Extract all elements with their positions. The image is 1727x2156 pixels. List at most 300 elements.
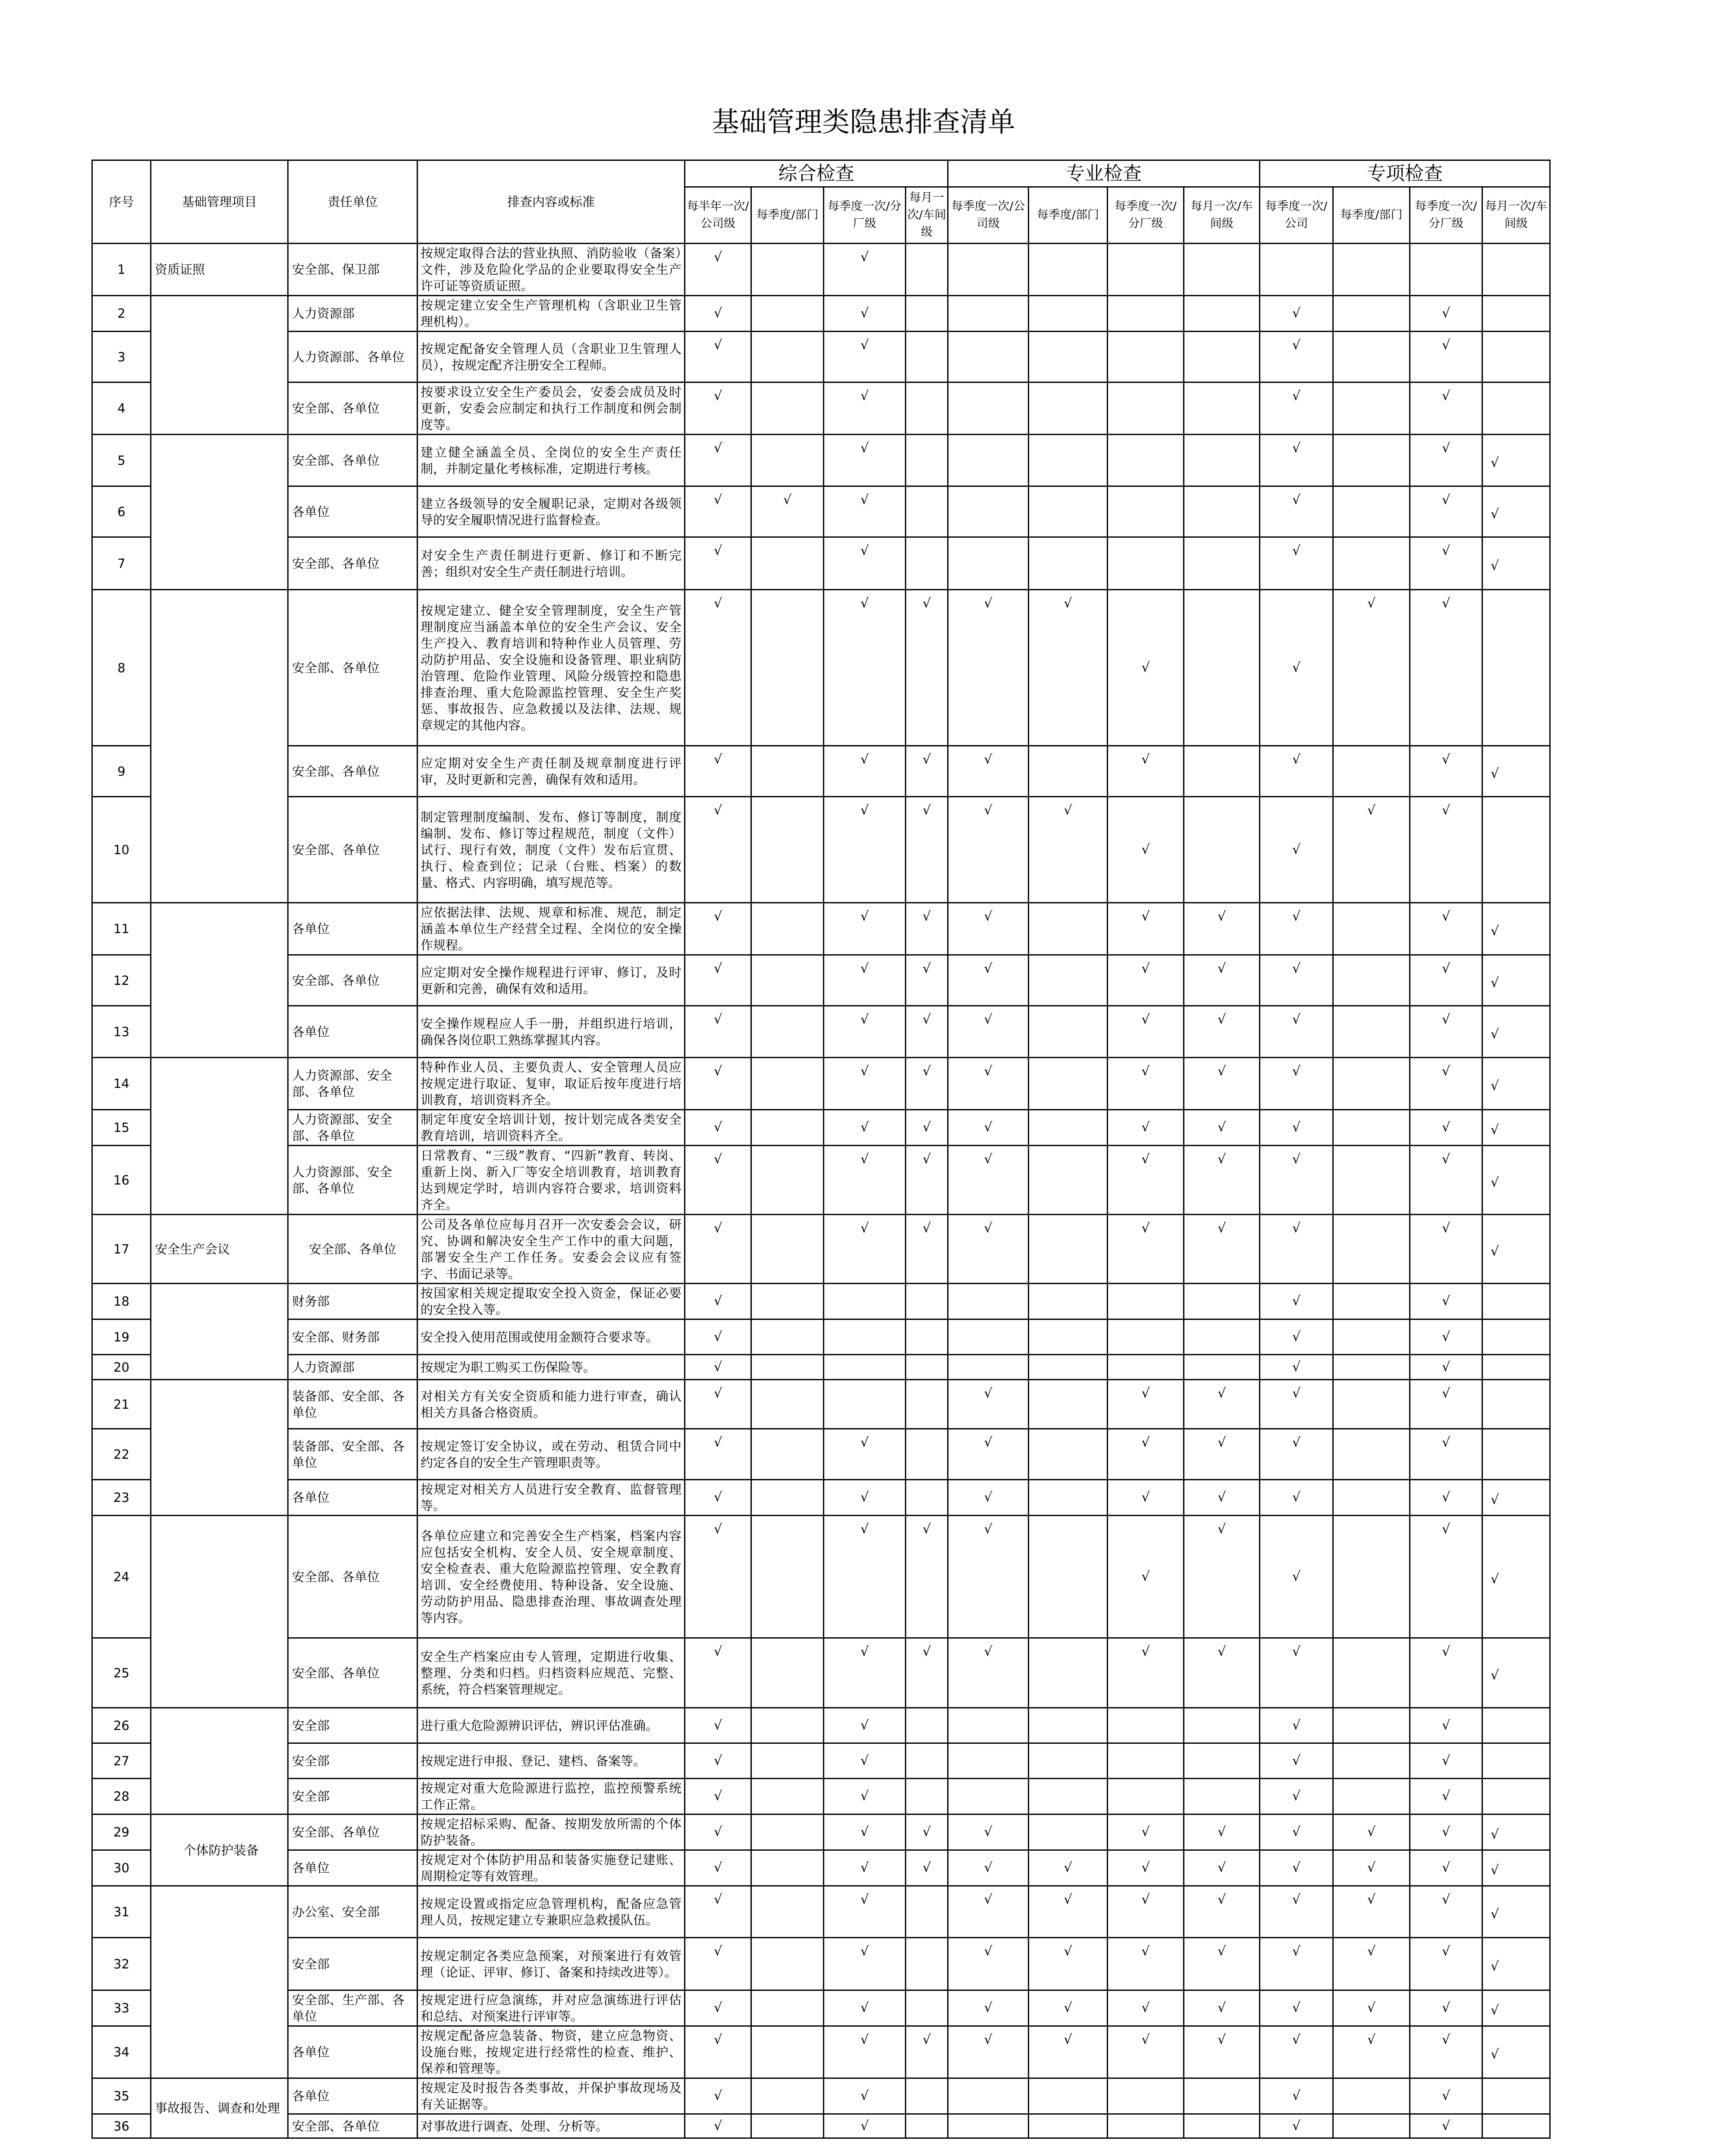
check-cell	[948, 903, 1029, 955]
inspection-content: 各单位应建立和完善安全生产档案，档案内容应包括安全机构、安全人员、安全规章制度、安全检查表、重大危险源监控管理、安全教育培训、安全经费使用、特种设备、安全设施、劳动防护用品、隐患排查治理、事故调查处理等内容。	[418, 1516, 685, 1638]
header-group-professional: 专业检查	[948, 160, 1260, 187]
check-cell	[751, 2114, 824, 2138]
check-cell	[824, 1355, 906, 1380]
check-cell	[906, 590, 948, 746]
row-number: 20	[92, 1355, 151, 1380]
check-cell	[1410, 2078, 1482, 2114]
check-cell	[1410, 955, 1482, 1006]
check-cell	[685, 486, 751, 537]
inspection-content: 按规定签订安全协议，或在劳动、租赁合同中约定各自的安全生产管理职责等。	[418, 1429, 685, 1480]
check-cell	[1260, 1814, 1333, 1850]
check-mark: √	[783, 492, 792, 508]
table-row	[92, 1380, 1550, 1429]
check-cell	[948, 537, 1029, 590]
check-cell	[1260, 1355, 1333, 1380]
check-mark: √	[922, 1644, 931, 1659]
check-cell	[1482, 1938, 1550, 1990]
check-cell	[1029, 1743, 1108, 1779]
check-cell	[1260, 1319, 1333, 1355]
check-cell	[1410, 590, 1482, 746]
check-cell	[685, 590, 751, 746]
check-mark: √	[713, 1386, 722, 1401]
check-mark: √	[1217, 1860, 1226, 1875]
check-mark: √	[1367, 1860, 1376, 1875]
check-cell	[824, 1058, 906, 1110]
check-cell	[1108, 1380, 1184, 1429]
check-mark: √	[1292, 660, 1301, 675]
responsible-unit: 各单位	[288, 1006, 418, 1058]
check-cell	[1184, 1708, 1260, 1743]
check-cell	[1029, 590, 1108, 746]
check-mark: √	[860, 338, 869, 353]
check-mark: √	[860, 1753, 869, 1768]
check-mark: √	[1217, 1435, 1226, 1450]
check-mark: √	[1217, 1152, 1226, 1167]
check-mark: √	[713, 961, 722, 976]
check-cell	[751, 1215, 824, 1284]
check-mark: √	[1367, 1944, 1376, 1959]
check-cell	[1482, 2078, 1550, 2114]
check-cell	[685, 2026, 751, 2078]
check-cell	[1482, 1779, 1550, 1814]
check-cell	[685, 296, 751, 332]
check-mark: √	[1491, 1492, 1499, 1507]
check-mark: √	[1217, 1221, 1226, 1236]
check-mark: √	[984, 1152, 992, 1167]
check-cell	[1260, 1110, 1333, 1146]
check-cell	[685, 2078, 751, 2114]
check-cell	[1108, 797, 1184, 903]
check-cell	[1029, 1284, 1108, 1319]
check-cell	[824, 1708, 906, 1743]
inspection-content: 制定年度安全培训计划，按计划完成各类安全教育培训，培训资料齐全。	[418, 1110, 685, 1146]
check-cell	[1482, 1006, 1550, 1058]
check-cell	[1482, 332, 1550, 382]
check-cell	[1482, 296, 1550, 332]
management-item	[151, 435, 288, 590]
check-cell	[1482, 1886, 1550, 1938]
check-cell	[1482, 1990, 1550, 2026]
responsible-unit: 安全部、财务部	[288, 1319, 418, 1355]
header-item: 基础管理项目	[151, 160, 288, 244]
row-number: 10	[92, 797, 151, 903]
check-mark: √	[860, 752, 869, 767]
check-cell	[906, 332, 948, 382]
check-cell	[1184, 1146, 1260, 1215]
check-cell	[1260, 486, 1333, 537]
check-cell	[1029, 2114, 1108, 2138]
check-mark: √	[1367, 2000, 1376, 2015]
table-row	[92, 1284, 1550, 1319]
check-cell	[1260, 1006, 1333, 1058]
check-mark: √	[984, 1892, 992, 1907]
responsible-unit: 安全部	[288, 1779, 418, 1814]
check-cell	[1108, 2078, 1184, 2114]
check-cell	[824, 1429, 906, 1480]
check-cell	[1029, 2026, 1108, 2078]
check-cell	[824, 332, 906, 382]
check-mark: √	[1441, 1892, 1451, 1907]
check-cell	[948, 1429, 1029, 1480]
check-mark: √	[922, 596, 931, 611]
check-cell	[1029, 244, 1108, 296]
check-cell	[948, 2026, 1029, 2078]
check-cell	[906, 955, 948, 1006]
check-cell	[948, 1814, 1029, 1850]
check-cell	[1333, 1480, 1410, 1516]
check-cell	[948, 1380, 1029, 1429]
check-mark: √	[922, 1012, 931, 1027]
row-number: 33	[92, 1990, 151, 2026]
check-mark: √	[713, 389, 722, 404]
check-cell	[824, 590, 906, 746]
header-group-comprehensive: 综合检查	[685, 160, 948, 187]
check-cell	[1260, 1429, 1333, 1480]
check-cell	[1410, 486, 1482, 537]
check-mark: √	[1292, 1490, 1301, 1505]
inspection-content: 按规定制定各类应急预案，对预案进行有效管理（论证、评审、修订、备案和持续改进等）。	[418, 1938, 685, 1990]
check-cell	[1410, 1215, 1482, 1284]
check-cell	[948, 1146, 1029, 1215]
check-mark: √	[1141, 1152, 1150, 1167]
check-mark: √	[1441, 1717, 1451, 1733]
check-mark: √	[1441, 909, 1451, 924]
check-cell	[685, 1814, 751, 1850]
check-cell	[1029, 1886, 1108, 1938]
check-cell	[824, 1779, 906, 1814]
check-mark: √	[1141, 1435, 1150, 1450]
check-cell	[948, 2114, 1029, 2138]
check-cell	[1482, 903, 1550, 955]
check-cell	[1333, 1779, 1410, 1814]
responsible-unit: 安全部、各单位	[288, 2114, 418, 2138]
check-mark: √	[1441, 543, 1451, 558]
responsible-unit: 各单位	[288, 2026, 418, 2078]
check-cell	[824, 537, 906, 590]
check-mark: √	[713, 1435, 722, 1450]
inspection-content: 进行重大危险源辨识评估，辨识评估准确。	[418, 1708, 685, 1743]
check-mark: √	[1141, 660, 1150, 675]
check-mark: √	[922, 1522, 931, 1537]
check-mark: √	[984, 1824, 992, 1839]
check-mark: √	[860, 1789, 869, 1804]
check-cell	[1410, 1850, 1482, 1886]
check-cell	[1184, 296, 1260, 332]
inspection-content: 按规定对相关方人员进行安全教育、监督管理等。	[418, 1480, 685, 1516]
check-cell	[685, 903, 751, 955]
inspection-content: 按规定设置或指定应急管理机构，配备应急管理人员，按规定建立专兼职应急救援队伍。	[418, 1886, 685, 1938]
check-mark: √	[984, 752, 992, 767]
check-cell	[685, 1319, 751, 1355]
check-mark: √	[1141, 842, 1150, 857]
check-cell	[948, 1319, 1029, 1355]
check-cell	[1333, 1516, 1410, 1638]
check-mark: √	[713, 1012, 722, 1027]
check-mark: √	[1141, 2032, 1150, 2047]
check-cell	[824, 1319, 906, 1355]
check-mark: √	[713, 2032, 722, 2047]
check-mark: √	[1441, 1386, 1451, 1401]
check-mark: √	[860, 2118, 869, 2134]
check-cell	[1029, 1779, 1108, 1814]
check-mark: √	[1441, 1490, 1451, 1505]
responsible-unit: 人力资源部、安全部、各单位	[288, 1146, 418, 1215]
row-number: 15	[92, 1110, 151, 1146]
check-cell	[1184, 1516, 1260, 1638]
check-cell	[1333, 1058, 1410, 1110]
check-cell	[1184, 1355, 1260, 1380]
check-cell	[824, 382, 906, 435]
check-cell	[1333, 1850, 1410, 1886]
check-cell	[751, 1708, 824, 1743]
check-mark: √	[860, 2000, 869, 2015]
check-cell	[751, 244, 824, 296]
check-cell	[1482, 797, 1550, 903]
check-cell	[751, 1355, 824, 1380]
check-cell	[1260, 1284, 1333, 1319]
check-cell	[1029, 1708, 1108, 1743]
check-mark: √	[1367, 596, 1376, 611]
check-mark: √	[860, 1064, 869, 1079]
check-cell	[906, 1355, 948, 1380]
check-cell	[906, 537, 948, 590]
row-number: 31	[92, 1886, 151, 1938]
check-cell	[1029, 1006, 1108, 1058]
check-cell	[685, 1990, 751, 2026]
check-cell	[1482, 1743, 1550, 1779]
row-number: 7	[92, 537, 151, 590]
check-mark: √	[1441, 1944, 1451, 1959]
check-cell	[1029, 955, 1108, 1006]
check-mark: √	[860, 1824, 869, 1839]
check-mark: √	[1441, 596, 1451, 611]
check-cell	[1260, 1886, 1333, 1938]
check-cell	[751, 1146, 824, 1215]
check-cell	[824, 1638, 906, 1708]
check-mark: √	[1064, 596, 1072, 611]
check-mark: √	[1367, 1892, 1376, 1907]
check-mark: √	[1141, 1644, 1150, 1659]
check-mark: √	[860, 1435, 869, 1450]
check-mark: √	[1217, 1386, 1226, 1401]
check-cell	[1108, 2114, 1184, 2138]
inspection-content: 对相关方有关安全资质和能力进行审查，确认相关方具备合格资质。	[418, 1380, 685, 1429]
check-mark: √	[1491, 1906, 1499, 1922]
check-cell	[1260, 2078, 1333, 2114]
check-cell	[1482, 1215, 1550, 1284]
check-mark: √	[1292, 752, 1301, 767]
check-cell	[751, 2026, 824, 2078]
check-cell	[1333, 1708, 1410, 1743]
check-cell	[1029, 1319, 1108, 1355]
check-cell	[1260, 1146, 1333, 1215]
check-cell	[1029, 296, 1108, 332]
check-cell	[1184, 2114, 1260, 2138]
management-item	[151, 1516, 288, 1708]
check-cell	[1482, 1284, 1550, 1319]
table-row	[92, 1355, 1550, 1380]
check-cell	[1333, 332, 1410, 382]
check-cell	[824, 1006, 906, 1058]
inspection-content: 按规定建立、健全安全管理制度，安全生产管理制度应当涵盖本单位的安全生产会议、安全生产投入、教育培训和特种作业人员管理、劳动防护用品、安全设施和设备管理、职业病防治管理、危险作业管理、风险分级管控和隐患排查治理、重大危险源监控管理、安全生产奖惩、事故报告、应急救援以及法律、法规、规章规定的其他内容。	[418, 590, 685, 746]
check-cell	[1410, 1110, 1482, 1146]
check-cell	[906, 1708, 948, 1743]
management-item	[151, 1284, 288, 1380]
table-row	[92, 2114, 1550, 2138]
management-item	[151, 590, 288, 903]
check-cell	[751, 1850, 824, 1886]
check-cell	[1482, 1319, 1550, 1355]
check-cell	[1108, 1058, 1184, 1110]
check-cell	[948, 486, 1029, 537]
check-cell	[1108, 296, 1184, 332]
check-cell	[1108, 590, 1184, 746]
check-cell	[685, 1355, 751, 1380]
table-row	[92, 244, 1550, 296]
check-cell	[1184, 797, 1260, 903]
check-cell	[1410, 797, 1482, 903]
table-row	[92, 1429, 1550, 1480]
check-cell	[1029, 332, 1108, 382]
check-mark: √	[922, 803, 931, 818]
check-cell	[1260, 1850, 1333, 1886]
responsible-unit: 安全部、各单位	[288, 537, 418, 590]
check-cell	[1108, 382, 1184, 435]
check-mark: √	[860, 1120, 869, 1135]
check-mark: √	[922, 1064, 931, 1079]
check-cell	[1482, 435, 1550, 486]
check-mark: √	[1441, 1120, 1451, 1135]
check-cell	[751, 2078, 824, 2114]
check-mark: √	[713, 1824, 722, 1839]
management-item	[151, 1380, 288, 1516]
check-cell	[1260, 1516, 1333, 1638]
responsible-unit: 财务部	[288, 1284, 418, 1319]
responsible-unit: 安全部	[288, 1938, 418, 1990]
check-mark: √	[1292, 1012, 1301, 1027]
sub-quarter-branch: 每季度一次/分厂级	[824, 187, 906, 244]
check-mark: √	[1441, 389, 1451, 404]
inspection-content: 日常教育、“三级”教育、“四新”教育、转岗、重新上岗、新入厂等安全培训教育，培训教育达到规定学时，培训内容符合要求，培训资料齐全。	[418, 1146, 685, 1215]
check-cell	[1029, 2078, 1108, 2114]
check-cell	[1108, 435, 1184, 486]
check-cell	[1260, 1990, 1333, 2026]
check-cell	[751, 797, 824, 903]
sub-quarter-dept: 每季度/部门	[751, 187, 824, 244]
check-mark: √	[1441, 1753, 1451, 1768]
check-cell	[1260, 1638, 1333, 1708]
checklist-table	[91, 160, 1551, 2139]
check-cell	[1108, 955, 1184, 1006]
check-cell	[1410, 903, 1482, 955]
check-mark: √	[1441, 306, 1451, 321]
check-mark: √	[713, 1064, 722, 1079]
check-cell	[1260, 746, 1333, 797]
check-cell	[906, 1743, 948, 1779]
inspection-content: 按规定招标采购、配备、按期发放所需的个体防护装备。	[418, 1814, 685, 1850]
header-unit: 责任单位	[288, 160, 418, 244]
inspection-content: 制定管理制度编制、发布、修订等制度，制度编制、发布、修订等过程规范，制度（文件）试行、现行有效，制度（文件）发布后宣贯、执行、检查到位；记录（台账、档案）的数量、格式、内容明确，填写规范等。	[418, 797, 685, 903]
check-mark: √	[1217, 1064, 1226, 1079]
check-mark: √	[1292, 2032, 1301, 2047]
check-cell	[1482, 2026, 1550, 2078]
table-row	[92, 590, 1550, 746]
check-mark: √	[922, 1824, 931, 1839]
row-number: 35	[92, 2078, 151, 2114]
check-mark: √	[713, 543, 722, 558]
check-mark: √	[1141, 1824, 1150, 1839]
check-mark: √	[1141, 2000, 1150, 2015]
check-cell	[1260, 2114, 1333, 2138]
check-mark: √	[1292, 2118, 1301, 2134]
check-cell	[1029, 1110, 1108, 1146]
check-mark: √	[1441, 2088, 1451, 2103]
check-mark: √	[1292, 1329, 1301, 1344]
check-mark: √	[984, 1644, 992, 1659]
check-cell	[751, 1743, 824, 1779]
check-mark: √	[713, 1294, 722, 1309]
check-cell	[1184, 1638, 1260, 1708]
check-cell	[906, 296, 948, 332]
check-cell	[1260, 382, 1333, 435]
check-cell	[1410, 1319, 1482, 1355]
table-row	[92, 435, 1550, 486]
check-cell	[1184, 746, 1260, 797]
check-mark: √	[1217, 1824, 1226, 1839]
check-cell	[1108, 1146, 1184, 1215]
inspection-content: 应定期对安全生产责任制及规章制度进行评审，及时更新和完善，确保有效和适用。	[418, 746, 685, 797]
check-cell	[824, 1743, 906, 1779]
check-cell	[948, 1938, 1029, 1990]
row-number: 18	[92, 1284, 151, 1319]
check-mark: √	[1292, 1386, 1301, 1401]
inspection-content: 特种作业人员、主要负责人、安全管理人员应按规定进行取证、复审，取证后按年度进行培训教育，培训资料齐全。	[418, 1058, 685, 1110]
inspection-content: 安全生产档案应由专人管理，定期进行收集、整理、分类和归档。归档资料应规范、完整、系统，符合档案管理规定。	[418, 1638, 685, 1708]
check-cell	[1029, 1938, 1108, 1990]
check-cell	[1184, 1319, 1260, 1355]
check-cell	[906, 2026, 948, 2078]
check-cell	[685, 1516, 751, 1638]
check-cell	[1333, 1380, 1410, 1429]
check-mark: √	[713, 1753, 722, 1768]
check-cell	[1482, 1146, 1550, 1215]
check-cell	[824, 435, 906, 486]
check-cell	[1184, 244, 1260, 296]
check-cell	[1482, 486, 1550, 537]
responsible-unit: 安全部、各单位	[288, 435, 418, 486]
check-cell	[1410, 1429, 1482, 1480]
check-cell	[1184, 537, 1260, 590]
responsible-unit: 安全部	[288, 1708, 418, 1743]
check-mark: √	[1217, 1120, 1226, 1135]
check-mark: √	[1292, 543, 1301, 558]
check-mark: √	[860, 1644, 869, 1659]
check-mark: √	[1217, 1490, 1226, 1505]
check-mark: √	[1141, 1064, 1150, 1079]
check-mark: √	[1141, 1490, 1150, 1505]
check-mark: √	[860, 306, 869, 321]
check-cell	[685, 435, 751, 486]
check-cell	[751, 1284, 824, 1319]
row-number: 29	[92, 1814, 151, 1850]
check-mark: √	[1491, 2003, 1499, 2018]
row-number: 36	[92, 2114, 151, 2138]
check-mark: √	[1491, 1026, 1499, 1042]
check-cell	[1108, 1429, 1184, 1480]
check-cell	[1108, 746, 1184, 797]
check-cell	[906, 486, 948, 537]
check-mark: √	[713, 596, 722, 611]
